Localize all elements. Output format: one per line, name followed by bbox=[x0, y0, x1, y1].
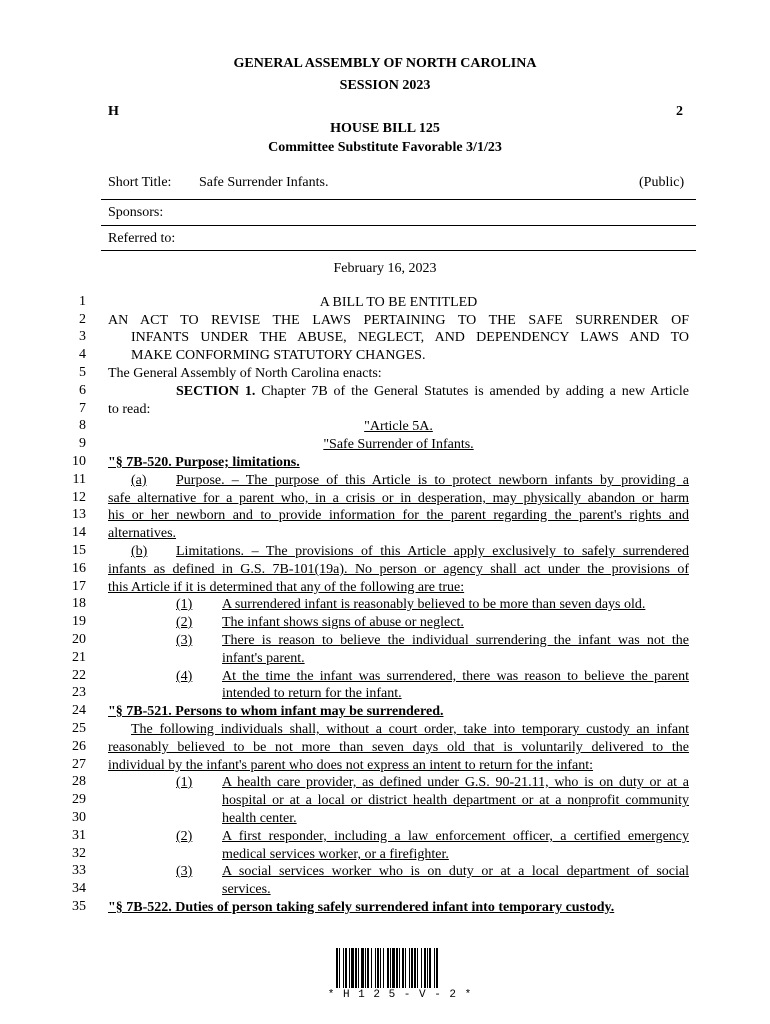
line-number: 20 bbox=[72, 632, 86, 647]
act-title-line: AN ACT TO REVISE THE LAWS PERTAINING TO THE SAFE SURRENDER OF bbox=[108, 313, 689, 328]
bill-number: HOUSE BILL 125 bbox=[330, 121, 440, 136]
line-number: 8 bbox=[79, 418, 86, 433]
line-number: 11 bbox=[72, 472, 86, 487]
list-marker: (1) bbox=[176, 775, 193, 790]
barcode-bar bbox=[417, 948, 418, 988]
list-item-line: hospital or at a local or district health department or at a nonprofit community bbox=[222, 793, 689, 808]
referred-label: Referred to: bbox=[108, 231, 176, 246]
barcode-bar bbox=[409, 948, 410, 988]
line-number: 14 bbox=[72, 525, 86, 540]
divider bbox=[101, 199, 696, 200]
barcode-bar bbox=[339, 948, 340, 988]
barcode-bar bbox=[421, 948, 422, 988]
list-item-line: A social services worker who is on duty or at a local department of social bbox=[222, 864, 689, 879]
divider bbox=[101, 225, 696, 226]
list-item-line: services. bbox=[222, 882, 271, 897]
short-title-value: Safe Surrender Infants. bbox=[199, 175, 329, 190]
barcode-bar bbox=[390, 948, 391, 988]
line-number: 13 bbox=[72, 507, 86, 522]
bill-status: Committee Substitute Favorable 3/1/23 bbox=[268, 140, 502, 155]
line-number: 12 bbox=[72, 490, 86, 505]
line-number: 1 bbox=[79, 294, 86, 309]
barcode-bar bbox=[383, 948, 384, 988]
barcode-bar bbox=[377, 948, 379, 988]
barcode-bar bbox=[436, 948, 438, 988]
list-item-line: infant's parent. bbox=[222, 651, 305, 666]
barcode-bar bbox=[365, 948, 366, 988]
line-number: 5 bbox=[79, 365, 86, 380]
line-number: 25 bbox=[72, 721, 86, 736]
barcode-bar bbox=[392, 948, 395, 988]
barcode-bar bbox=[355, 948, 357, 988]
barcode-bar bbox=[411, 948, 413, 988]
section-label: SECTION 1. bbox=[176, 384, 256, 399]
section-heading-522: "§ 7B-522. Duties of person taking safely surrendered infant into temporary custody. bbox=[108, 900, 615, 915]
list-marker: (3) bbox=[176, 864, 193, 879]
list-item-line: health center. bbox=[222, 811, 297, 826]
list-item-line: There is reason to believe the individual surrendering the infant was not the bbox=[222, 633, 689, 648]
list-marker: (2) bbox=[176, 615, 193, 630]
act-title-line: MAKE CONFORMING STATUTORY CHANGES. bbox=[131, 348, 426, 363]
list-item-line: At the time the infant was surrendered, there was reason to believe the parent bbox=[222, 669, 689, 684]
subsection-marker: (b) bbox=[131, 544, 148, 559]
body-line: The following individuals shall, without a court order, take into temporary custody an infant bbox=[131, 722, 689, 737]
line-number: 30 bbox=[72, 810, 86, 825]
barcode-bar bbox=[429, 948, 431, 988]
line-number: 2 bbox=[79, 312, 86, 327]
line-number: 23 bbox=[72, 685, 86, 700]
line-number: 4 bbox=[79, 347, 86, 362]
body-line: Purpose. – The purpose of this Article is to protect newborn infants by providing a bbox=[176, 473, 689, 488]
body-line: infants as defined in G.S. 7B-101(19a). No person or agency shall act under the provisions of bbox=[108, 562, 689, 577]
barcode-bar bbox=[358, 948, 359, 988]
section-line bbox=[176, 383, 689, 400]
bill-title-line: A BILL TO BE ENTITLED bbox=[319, 295, 478, 310]
line-number: 31 bbox=[72, 828, 86, 843]
short-title-label: Short Title: bbox=[108, 175, 172, 190]
sponsors-label: Sponsors: bbox=[108, 205, 164, 220]
chamber-letter: H bbox=[108, 104, 119, 119]
barcode-bar bbox=[399, 948, 400, 988]
body-line: Limitations. – The provisions of this Article apply exclusively to safely surrendered bbox=[176, 544, 689, 559]
line-number: 15 bbox=[72, 543, 86, 558]
subsection-marker: (a) bbox=[131, 473, 147, 488]
version-number: 2 bbox=[676, 104, 683, 119]
barcode-bar bbox=[375, 948, 376, 988]
list-item-line: A first responder, including a law enforcement officer, a certified emergency bbox=[222, 829, 689, 844]
public-label: (Public) bbox=[639, 175, 685, 190]
line-number: 16 bbox=[72, 561, 86, 576]
line-number: 34 bbox=[72, 881, 86, 896]
line-number: 18 bbox=[72, 596, 86, 611]
list-item-line: intended to return for the infant. bbox=[222, 686, 402, 701]
body-line: individual by the infant's parent who does not express an intent to return for the infant: bbox=[108, 758, 594, 773]
barcode-bar bbox=[371, 948, 372, 988]
barcode-bar bbox=[367, 948, 369, 988]
list-marker: (1) bbox=[176, 597, 193, 612]
barcode-bar bbox=[343, 948, 344, 988]
line-number: 33 bbox=[72, 863, 86, 878]
barcode-bar bbox=[402, 948, 404, 988]
barcode-bar bbox=[380, 948, 381, 988]
barcode-bar bbox=[405, 948, 406, 988]
line-number: 10 bbox=[72, 454, 86, 469]
body-line: this Article if it is determined that any of the following are true: bbox=[108, 580, 465, 595]
section-heading-520: "§ 7B-520. Purpose; limitations. bbox=[108, 455, 300, 470]
line-number: 32 bbox=[72, 846, 86, 861]
line-number: 24 bbox=[72, 703, 86, 718]
assembly-heading: GENERAL ASSEMBLY OF NORTH CAROLINA bbox=[233, 56, 537, 71]
barcode-bar bbox=[349, 948, 350, 988]
enacting-clause: The General Assembly of North Carolina enacts: bbox=[108, 366, 382, 381]
barcode-bar bbox=[361, 948, 364, 988]
act-title-line: INFANTS UNDER THE ABUSE, NEGLECT, AND DEPENDENCY LAWS AND TO bbox=[131, 330, 689, 345]
list-item-line: A surrendered infant is reasonably believed to be more than seven days old. bbox=[222, 597, 646, 612]
line-number: 27 bbox=[72, 757, 86, 772]
line-number: 17 bbox=[72, 579, 86, 594]
line-number: 35 bbox=[72, 899, 86, 914]
barcode-bar bbox=[351, 948, 354, 988]
line-number: 21 bbox=[72, 650, 86, 665]
line-number: 22 bbox=[72, 668, 86, 683]
list-marker: (3) bbox=[176, 633, 193, 648]
list-item-line: A health care provider, as defined under G.S. 90-21.11, who is on duty or at a bbox=[222, 775, 689, 790]
list-item-line: The infant shows signs of abuse or neglect. bbox=[222, 615, 464, 630]
line-number: 26 bbox=[72, 739, 86, 754]
body-line: alternatives. bbox=[108, 526, 177, 541]
article-title: "Safe Surrender of Infants. bbox=[323, 437, 474, 452]
barcode-bar bbox=[396, 948, 398, 988]
section-text: Chapter 7B of the General Statutes is amended by adding a new Article bbox=[255, 384, 689, 399]
line-number: 9 bbox=[79, 436, 86, 451]
line-number: 29 bbox=[72, 792, 86, 807]
list-marker: (2) bbox=[176, 829, 193, 844]
session-heading: SESSION 2023 bbox=[339, 78, 431, 93]
barcode-bar bbox=[424, 948, 426, 988]
line-number: 7 bbox=[79, 401, 86, 416]
list-item-line: medical services worker, or a firefighter. bbox=[222, 847, 449, 862]
barcode-caption: * H 1 2 5 - V - 2 * bbox=[327, 989, 473, 1001]
body-line: reasonably believed to be not more than seven days old that is voluntarily delivered to the bbox=[108, 740, 689, 755]
divider bbox=[101, 250, 696, 251]
body-line: to read: bbox=[108, 402, 151, 417]
article-number: "Article 5A. bbox=[364, 419, 433, 434]
barcode-bar bbox=[345, 948, 347, 988]
barcode-bar bbox=[427, 948, 428, 988]
barcode-bar bbox=[336, 948, 338, 988]
line-number: 6 bbox=[79, 383, 86, 398]
barcode-bar bbox=[414, 948, 416, 988]
line-number: 3 bbox=[79, 329, 86, 344]
line-number: 28 bbox=[72, 774, 86, 789]
section-heading-521: "§ 7B-521. Persons to whom infant may be surrendered. bbox=[108, 704, 444, 719]
barcode-image bbox=[336, 948, 468, 992]
body-line: his or her newborn and to provide information for the parent regarding the parent's rights and bbox=[108, 508, 689, 523]
list-marker: (4) bbox=[176, 669, 193, 684]
line-number: 19 bbox=[72, 614, 86, 629]
barcode-bar bbox=[387, 948, 389, 988]
body-line: safe alternative for a parent who, in a crisis or in desperation, may physically abandon or harm bbox=[108, 491, 689, 506]
barcode-bar bbox=[434, 948, 435, 988]
bill-date: February 16, 2023 bbox=[333, 261, 437, 276]
